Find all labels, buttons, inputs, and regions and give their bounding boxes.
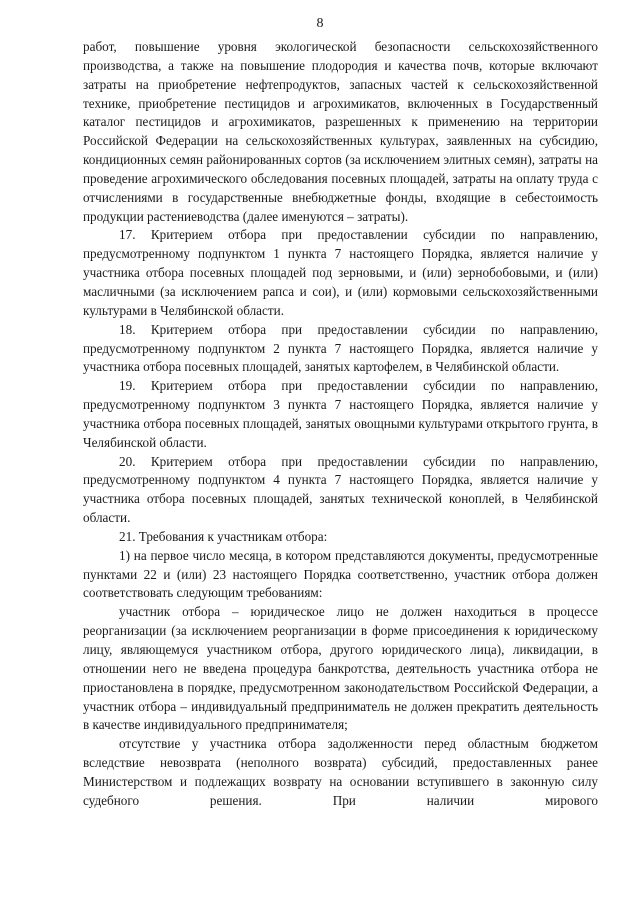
paragraph-20: 20. Критерием отбора при предоставлении субсидии по направлению, предусмотренному подпунктом 4 пункта 7 настоящего Порядка, является наличие у участника отбора посевных площадей, занятых технической коноплей, в Челябинской области. bbox=[83, 453, 598, 526]
page-number: 8 bbox=[316, 16, 324, 31]
paragraph-21: 21. Требования к участникам отбора: bbox=[119, 528, 328, 544]
paragraph-requirement-debt: отсутствие у участника отбора задолженности перед областным бюджетом вследствие невозврата (неполного возврата) субсидий, предоставленных ранее Министерством и подлежащих возврату на основании вступившего в законную силу судебного решения. При наличии мирового bbox=[83, 736, 598, 808]
paragraph-costs-continuation: работ, повышение уровня экологической безопасности сельскохозяйственного производства, а также на повышение плодородия и качества почв, которые включают затраты на приобретение нефтепродуктов, запасных частей к сельскохозяйственной технике, приобретение пестицидов и агрохимикатов, включенных в Государственный каталог пестицидов и агрохимикатов, разрешенных к применению на территории Российской Федерации на сельскохозяйственных культурах, заявленных на субсидию, кондиционных семян районированных сортов (за исключением элитных семян), затраты на проведение агрохимического обследования посевных площадей, затраты на оплату труда с отчислениями в государственные внебюджетные фонды, входящие в себестоимость продукции растениеводства (далее именуются – затраты). bbox=[83, 39, 598, 224]
paragraph-requirement-reorganization: участник отбора – юридическое лицо не должен находиться в процессе реорганизации (за исключением реорганизации в форме присоединения к юридическому лицу, являющемуся участником отбора, другого юридического лица), ликвидации, в отношении него не введена процедура банкротства, деятельность участника отбора не приостановлена в порядке, предусмотренном законодательством Российской Федерации, а участник отбора – индивидуальный предприниматель не должен прекратить деятельность в качестве индивидуального предпринимателя; bbox=[83, 604, 598, 733]
paragraph-17: 17. Критерием отбора при предоставлении субсидии по направлению, предусмотренному подпунктом 1 пункта 7 настоящего Порядка, является наличие у участника отбора посевных площадей под зерновыми, и (или) зернобобовыми, и (или) масличными (за исключением рапса и сои), и (или) кормовыми сельскохозяйственными культурами в Челябинской области. bbox=[83, 227, 598, 318]
paragraph-18: 18. Критерием отбора при предоставлении субсидии по направлению, предусмотренному подпунктом 2 пункта 7 настоящего Порядка, является наличие у участника отбора посевных площадей, занятых картофелем, в Челябинской области. bbox=[83, 321, 598, 375]
paragraph-21-item-1: 1) на первое число месяца, в котором представляются документы, предусмотренные пунктами 22 и (или) 23 настоящего Порядка соответственно, участник отбора должен соответствовать следующим требованиям: bbox=[83, 547, 598, 601]
paragraph-19: 19. Критерием отбора при предоставлении субсидии по направлению, предусмотренному подпунктом 3 пункта 7 настоящего Порядка, является наличие у участника отбора посевных площадей, занятых овощными культурами открытого грунта, в Челябинской области. bbox=[83, 378, 598, 450]
document-body bbox=[83, 38, 598, 811]
